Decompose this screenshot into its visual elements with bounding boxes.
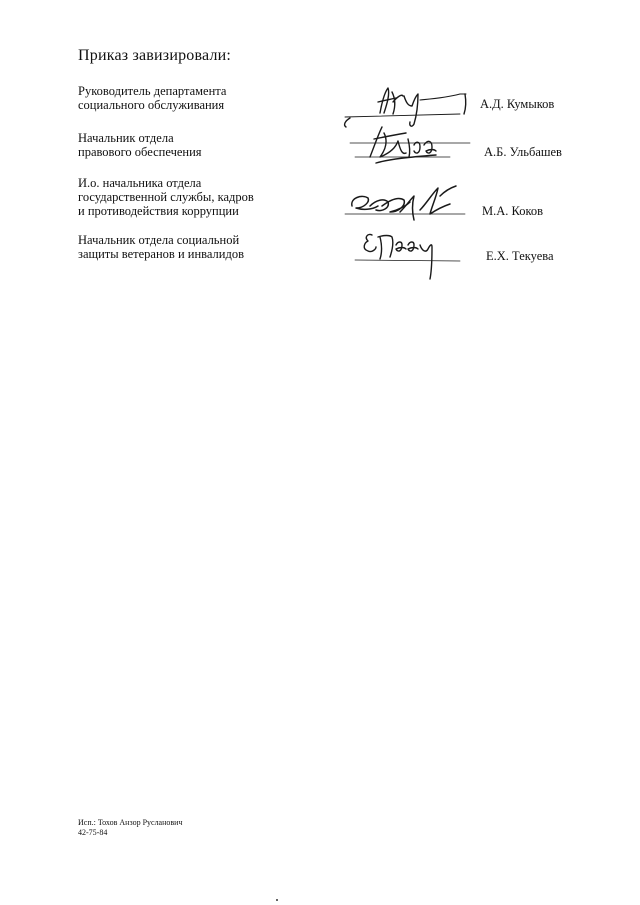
signer-name-3: М.А. Коков	[482, 204, 544, 218]
page-mark	[276, 899, 278, 901]
approver-position-4	[78, 233, 318, 261]
approver-position-2	[78, 131, 318, 159]
position-line: социального обслуживания	[78, 98, 225, 112]
position-line: и противодействия коррупции	[78, 204, 239, 218]
position-line: Руководитель департамента	[78, 84, 227, 98]
signature-4	[340, 225, 470, 285]
signer-name-2: А.Б. Ульбашев	[484, 145, 562, 159]
position-line: И.о. начальника отдела	[78, 176, 202, 190]
executor-name: Исп.: Тохов Анзор Русланович	[78, 818, 183, 827]
signer-name-1: А.Д. Кумыков	[480, 97, 555, 111]
signer-name-4: Е.Х. Текуева	[486, 249, 554, 263]
position-line: Начальник отдела	[78, 131, 174, 145]
position-line: правового обеспечения	[78, 145, 202, 159]
signature-2	[340, 113, 470, 173]
document-heading: Приказ завизировали:	[78, 47, 232, 64]
executor-note	[78, 818, 182, 838]
position-line: защиты ветеранов и инвалидов	[78, 247, 244, 261]
executor-phone: 42-75-84	[78, 828, 108, 837]
approver-position-3	[78, 176, 318, 218]
position-line: Начальник отдела социальной	[78, 233, 240, 247]
position-line: государственной службы, кадров	[78, 190, 254, 204]
approver-position-1	[78, 84, 318, 112]
